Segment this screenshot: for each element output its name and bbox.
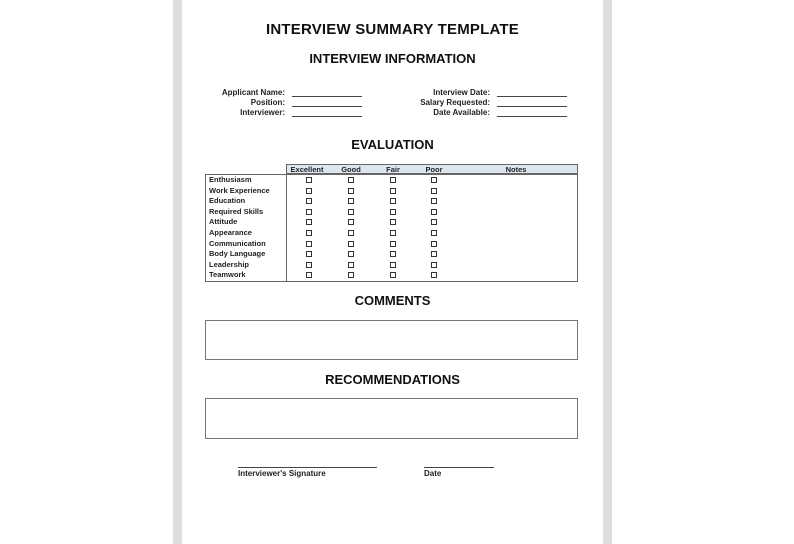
checkbox-excellent[interactable] <box>306 251 312 257</box>
interviewer-signature-line[interactable] <box>238 467 377 468</box>
checkbox-fair[interactable] <box>390 209 396 215</box>
checkbox-fair[interactable] <box>390 188 396 194</box>
row-label: Enthusiasm <box>209 175 252 184</box>
info-label-interview-date: Interview Date: <box>433 88 490 97</box>
checkbox-good[interactable] <box>348 230 354 236</box>
checkbox-poor[interactable] <box>431 209 437 215</box>
checkbox-fair[interactable] <box>390 251 396 257</box>
row-label: Work Experience <box>209 185 270 195</box>
column-header-excellent: Excellent <box>290 165 324 174</box>
checkbox-excellent[interactable] <box>306 198 312 204</box>
checkbox-fair[interactable] <box>390 177 396 183</box>
checkbox-fair[interactable] <box>390 262 396 268</box>
salary-requested-field[interactable] <box>497 106 567 107</box>
checkbox-good[interactable] <box>348 241 354 247</box>
interviewer-signature-label: Interviewer's Signature <box>238 469 326 478</box>
position-field[interactable] <box>292 106 362 107</box>
checkbox-fair[interactable] <box>390 241 396 247</box>
row-label: Education <box>209 196 246 206</box>
column-header-good: Good <box>341 165 361 174</box>
checkbox-fair[interactable] <box>390 230 396 236</box>
document-title: INTERVIEW SUMMARY TEMPLATE <box>266 21 519 38</box>
info-label-date-available: Date Available: <box>433 108 490 117</box>
document-page <box>182 0 603 544</box>
checkbox-fair[interactable] <box>390 272 396 278</box>
section-heading-recommendations: RECOMMENDATIONS <box>325 372 460 387</box>
date-available-field[interactable] <box>497 116 567 117</box>
checkbox-poor[interactable] <box>431 219 437 225</box>
section-heading-evaluation: EVALUATION <box>351 137 434 152</box>
checkbox-excellent[interactable] <box>306 177 312 183</box>
section-heading-comments: COMMENTS <box>354 293 431 308</box>
row-label: Leadership <box>209 259 250 269</box>
row-label: Body Language <box>209 249 266 259</box>
info-label-interviewer: Interviewer: <box>240 108 285 117</box>
checkbox-poor[interactable] <box>431 251 437 257</box>
column-header-fair: Fair <box>386 165 400 174</box>
checkbox-good[interactable] <box>348 198 354 204</box>
interview-date-field[interactable] <box>497 96 567 97</box>
recommendations-box[interactable] <box>205 398 578 439</box>
row-label: Appearance <box>209 228 252 237</box>
column-header-notes: Notes <box>505 165 527 174</box>
date-signature-line[interactable] <box>424 467 494 468</box>
checkbox-good[interactable] <box>348 272 354 278</box>
row-label: Attitude <box>209 217 238 227</box>
left-gutter <box>173 0 182 544</box>
applicant-name-field[interactable] <box>292 96 362 97</box>
checkbox-excellent[interactable] <box>306 262 312 268</box>
checkbox-excellent[interactable] <box>306 188 312 194</box>
checkbox-good[interactable] <box>348 177 354 183</box>
checkbox-poor[interactable] <box>431 241 437 247</box>
checkbox-good[interactable] <box>348 262 354 268</box>
row-label: Required Skills <box>209 206 264 216</box>
checkbox-poor[interactable] <box>431 198 437 204</box>
checkbox-poor[interactable] <box>431 188 437 194</box>
checkbox-fair[interactable] <box>390 219 396 225</box>
right-gutter <box>603 0 612 544</box>
checkbox-excellent[interactable] <box>306 272 312 278</box>
checkbox-excellent[interactable] <box>306 230 312 236</box>
row-label: Communication <box>209 238 266 248</box>
evaluation-table <box>205 164 578 282</box>
checkbox-poor[interactable] <box>431 262 437 268</box>
interviewer-field[interactable] <box>292 116 362 117</box>
row-label: Teamwork <box>209 270 246 280</box>
info-label-salary-requested: Salary Requested: <box>420 98 490 107</box>
checkbox-good[interactable] <box>348 219 354 225</box>
date-signature-label: Date <box>424 469 442 478</box>
checkbox-excellent[interactable] <box>306 209 312 215</box>
checkbox-fair[interactable] <box>390 198 396 204</box>
checkbox-good[interactable] <box>348 209 354 215</box>
comments-box[interactable] <box>205 320 578 360</box>
checkbox-excellent[interactable] <box>306 219 312 225</box>
info-label-applicant-name: Applicant Name: <box>221 88 285 97</box>
checkbox-poor[interactable] <box>431 272 437 278</box>
checkbox-good[interactable] <box>348 188 354 194</box>
checkbox-good[interactable] <box>348 251 354 257</box>
checkbox-poor[interactable] <box>431 230 437 236</box>
column-header-poor: Poor <box>425 165 443 174</box>
section-heading-info: INTERVIEW INFORMATION <box>309 51 476 66</box>
info-label-position: Position: <box>250 98 285 107</box>
checkbox-excellent[interactable] <box>306 241 312 247</box>
evaluation-divider <box>286 174 287 282</box>
checkbox-poor[interactable] <box>431 177 437 183</box>
